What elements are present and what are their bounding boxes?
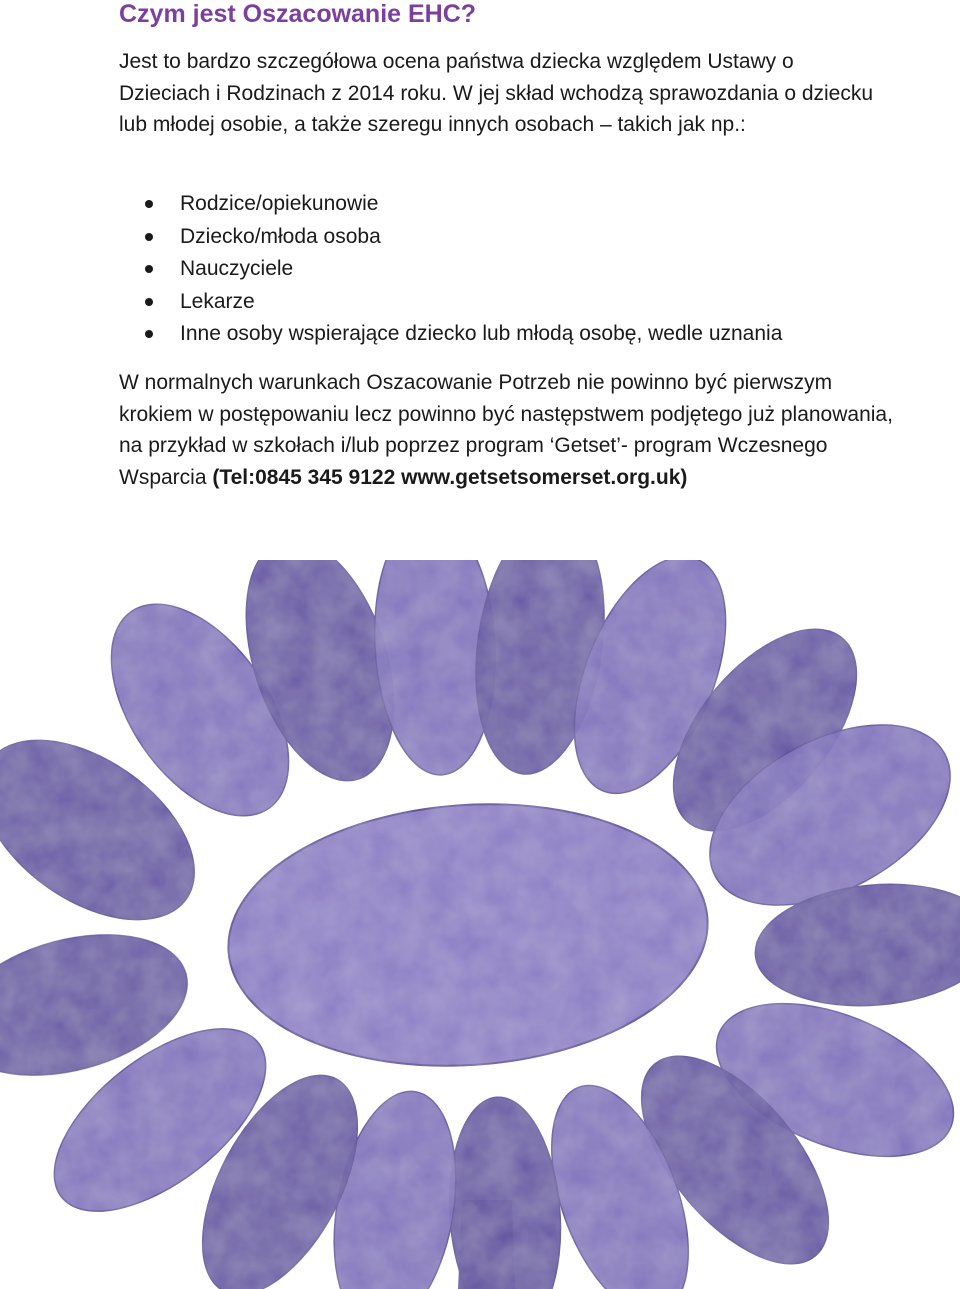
list-item-text: Dziecko/młoda osoba <box>180 224 381 248</box>
list-item-text: Rodzice/opiekunowie <box>180 192 379 215</box>
list-item <box>140 253 782 286</box>
closing-text: W normalnych warunkach Oszacowanie Potrzeb nie powinno być pierwszym krokiem w postępowaniu lecz powinno być następstwem podjętego już planowania, na przykład w szkołach i/lub poprzez program ‘Getset’- program Wczesnego Wsparcia <box>119 371 893 489</box>
list-item-text: Inne osoby wspierające dziecko lub młodą osobę, wedle uznania <box>180 322 783 345</box>
list-item <box>140 286 782 319</box>
people-list <box>140 188 782 351</box>
page-title: Czym jest Oszacowanie EHC? <box>119 0 477 28</box>
intro-paragraph: Jest to bardzo szczegółowa ocena państwa dziecka względem Ustawy o Dzieciach i Rodzinach z 2014 roku. W jej skład wchodzą sprawozdania o dziecku lub młodej osobie, a także szeregu innych osobach – takich jak np.: <box>119 50 874 136</box>
closing-paragraph <box>119 367 899 493</box>
bullet-icon <box>145 265 153 273</box>
list-item <box>140 188 782 221</box>
flower-center <box>220 789 717 1082</box>
list-item <box>140 221 782 254</box>
list-item <box>140 318 782 351</box>
purple-flower-illustration <box>0 560 960 1289</box>
list-item-text: Lekarze <box>180 289 255 313</box>
contact-info: (Tel:0845 345 9122 www.getsetsomerset.org.uk) <box>212 465 688 489</box>
flower-petal <box>442 1093 568 1289</box>
bullet-icon <box>145 200 153 208</box>
list-item-text: Nauczyciele <box>180 257 294 280</box>
bullet-icon <box>145 233 153 241</box>
bullet-icon <box>145 330 153 338</box>
bullet-icon <box>145 298 153 306</box>
